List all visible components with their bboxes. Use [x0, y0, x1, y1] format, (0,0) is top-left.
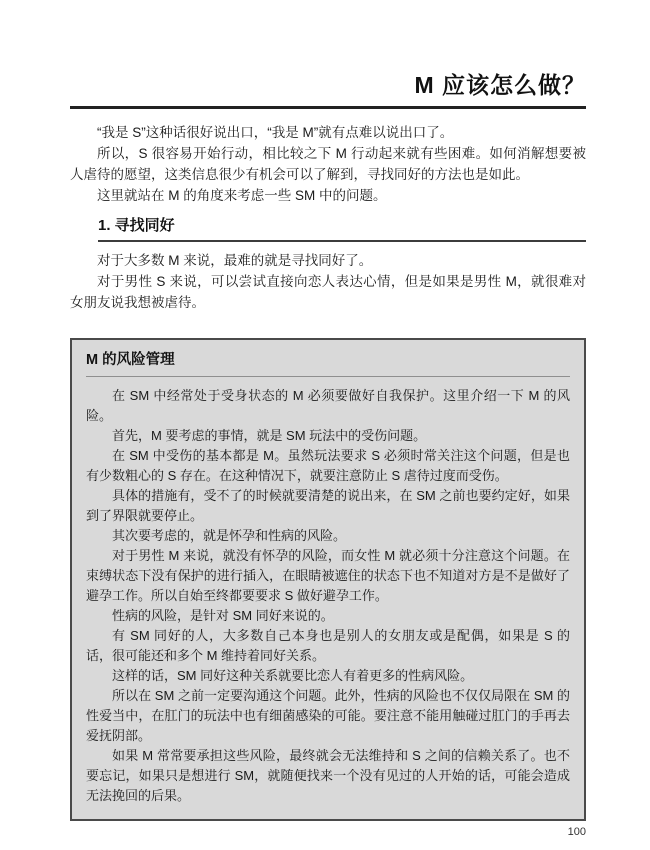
paragraph: 有 SM 同好的人，大多数自己本身也是别人的女朋友或是配偶，如果是 S 的话，很可能还和多个 M 维持着同好关系。: [86, 628, 570, 663]
paragraph: 对于男性 S 来说，可以尝试直接向恋人表达心情，但是如果是男性 M，就很难对女朋友说我想被虐待。: [70, 274, 586, 310]
paragraph: 这里就站在 M 的角度来考虑一些 SM 中的问题。: [97, 188, 387, 203]
paragraph: 其次要考虑的，就是怀孕和性病的风险。: [112, 528, 347, 543]
paragraph: 在 SM 中经常处于受身状态的 M 必须要做好自我保护。这里介绍一下 M 的风险。: [86, 388, 570, 423]
section-body: [70, 250, 586, 313]
paragraph: 如果 M 常常要承担这些风险，最终就会无法维持和 S 之间的信赖关系了。也不要忘记，如果只是想进行 SM，就随便找来一个没有见过的人开始的话，可能会造成无法挽回的后果。: [86, 748, 570, 803]
paragraph: 性病的风险，是针对 SM 同好来说的。: [112, 608, 334, 623]
page-number: 100: [567, 826, 586, 838]
paragraph: 首先，M 要考虑的事情，就是 SM 玩法中的受伤问题。: [112, 428, 427, 443]
paragraph: 这样的话，SM 同好这种关系就要比恋人有着更多的性病风险。: [112, 668, 474, 683]
paragraph: 对于男性 M 来说，就没有怀孕的风险，而女性 M 就必须十分注意这个问题。在束缚状态下没有保护的进行插入，在眼睛被遮住的状态下也不知道对方是不是做好了避孕工作。所以自始至终都要要求 S 做好避孕工作。: [86, 548, 570, 603]
paragraph: 在 SM 中受伤的基本都是 M。虽然玩法要求 S 必须时常关注这个问题，但是也有少数粗心的 S 存在。在这种情况下，就要注意防止 S 虐待过度而受伤。: [86, 448, 570, 483]
paragraph: “我是 S”这种话很好说出口，“我是 M”就有点难以说出口了。: [97, 125, 454, 140]
risk-box-title: M 的风险管理: [86, 352, 570, 377]
intro-section: [70, 122, 586, 206]
section-heading-divider: [98, 217, 586, 242]
paragraph: 对于大多数 M 来说，最难的就是寻找同好了。: [97, 253, 373, 268]
page-title: M 应该怎么做？: [414, 72, 586, 98]
paragraph: 所以在 SM 之前一定要沟通这个问题。此外，性病的风险也不仅仅局限在 SM 的性爱当中，在肛门的玩法中也有细菌感染的可能。要注意不能用触碰过肛门的手再去爱抚阴部。: [86, 688, 570, 743]
risk-management-box: [70, 338, 586, 821]
section-heading: 1. 寻找同好: [98, 217, 175, 234]
paragraph: 具体的措施有，受不了的时候就要清楚的说出来，在 SM 之前也要约定好，如果到了界限就要停止。: [86, 488, 570, 523]
paragraph: 所以，S 很容易开始行动，相比较之下 M 行动起来就有些困难。如何消解想要被人虐待的愿望，这类信息很少有机会可以了解到，寻找同好的方法也是如此。: [70, 146, 586, 182]
title-divider: [70, 106, 586, 109]
